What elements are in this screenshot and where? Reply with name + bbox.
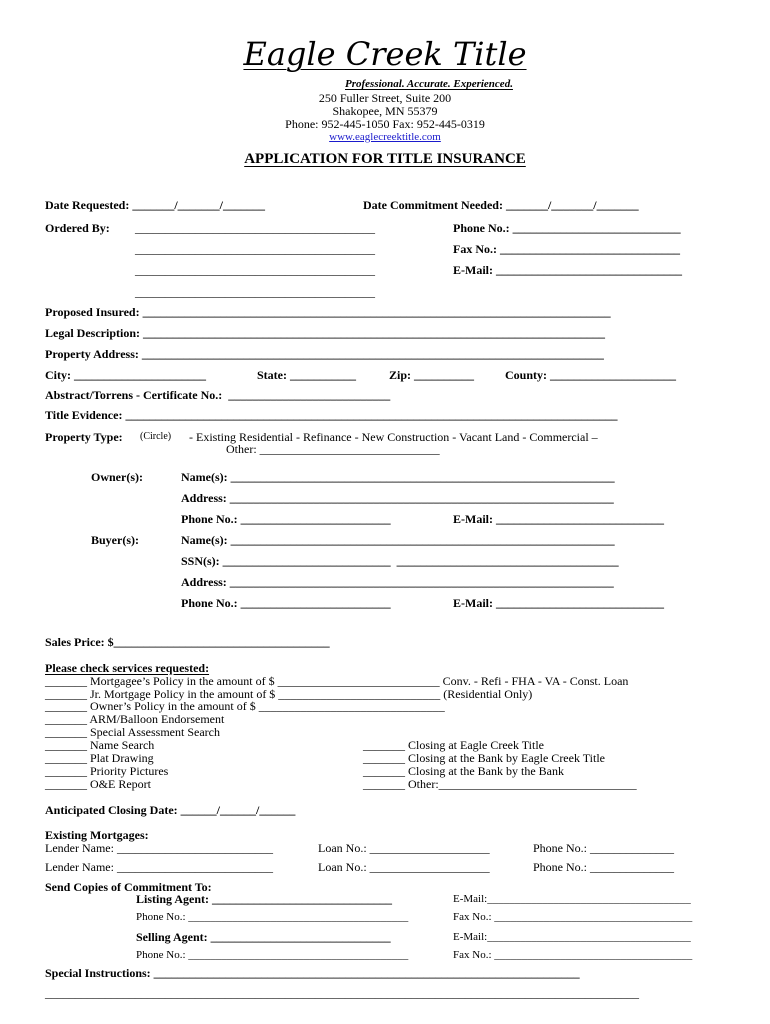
ordered-by-label: Ordered By:: [45, 221, 110, 235]
email-field[interactable]: E-Mail: _______________________________: [453, 263, 682, 277]
service-jr-mortgage-policy[interactable]: _______ Jr. Mortgage Policy in the amount of $ ___________________________ (Residential Only): [45, 687, 533, 701]
selling-agent-email-field[interactable]: E-Mail:_____________________________________: [453, 931, 691, 943]
ordered-by-line-4[interactable]: ________________________________________: [135, 285, 375, 299]
property-type-options[interactable]: - Existing Residential - Refinance - New Construction - Vacant Land - Commercial –: [189, 430, 598, 444]
special-instructions-line-2[interactable]: ___________________________________________________________________________________________________: [45, 986, 639, 1000]
buyer-ssn-field[interactable]: SSN(s): ____________________________ _____________________________________: [181, 554, 619, 568]
property-address-field[interactable]: Property Address: _____________________________________________________________________________: [45, 347, 604, 361]
lender-phone-field-2[interactable]: Phone No.: ______________: [533, 860, 674, 874]
services-heading: Please check services requested:: [45, 661, 210, 675]
buyers-label: Buyer(s):: [91, 533, 139, 547]
website-link[interactable]: www.eaglecreektitle.com: [329, 131, 441, 143]
selling-agent-phone-field[interactable]: Phone No.: ________________________________________: [136, 949, 409, 961]
closing-other[interactable]: _______ Other:_________________________________: [363, 777, 637, 791]
property-type-label: Property Type:: [45, 430, 123, 444]
abstract-torrens-field[interactable]: Abstract/Torrens - Certificate No.: ___________________________: [45, 388, 391, 402]
company-logo: Eagle Creek Title: [243, 35, 527, 73]
lender-name-field-1[interactable]: Lender Name: __________________________: [45, 841, 273, 855]
listing-agent-phone-field[interactable]: Phone No.: ________________________________________: [136, 911, 409, 923]
legal-description-field[interactable]: Legal Description: _____________________________________________________________________________: [45, 326, 605, 340]
ordered-by-line-1[interactable]: ________________________________________: [135, 221, 375, 235]
listing-agent-fax-field[interactable]: Fax No.: ____________________________________: [453, 911, 693, 923]
property-type-circle-note: (Circle): [140, 431, 172, 442]
ordered-by-line-2[interactable]: ________________________________________: [135, 242, 375, 256]
form-title: APPLICATION FOR TITLE INSURANCE: [244, 151, 526, 167]
phone-field[interactable]: Phone No.: ____________________________: [453, 221, 681, 235]
loan-no-field-2[interactable]: Loan No.: ____________________: [318, 860, 490, 874]
send-copies-heading: Send Copies of Commitment To:: [45, 880, 212, 894]
closing-at-bank-by-ect[interactable]: _______ Closing at the Bank by Eagle Creek Title: [363, 751, 605, 765]
date-requested-field[interactable]: Date Requested: _______/_______/_______: [45, 198, 265, 212]
anticipated-closing-field[interactable]: Anticipated Closing Date: ______/______/______: [45, 803, 296, 817]
sales-price-field[interactable]: Sales Price: $____________________________________: [45, 635, 330, 649]
state-field[interactable]: State: ___________: [257, 368, 356, 382]
buyer-name-field[interactable]: Name(s): ________________________________________________________________: [181, 533, 615, 547]
address-line-2: Shakopee, MN 55379: [332, 104, 438, 118]
buyer-email-field[interactable]: E-Mail: ____________________________: [453, 596, 664, 610]
owner-name-field[interactable]: Name(s): ________________________________________________________________: [181, 470, 615, 484]
owner-address-field[interactable]: Address: ________________________________________________________________: [181, 491, 614, 505]
buyer-phone-field[interactable]: Phone No.: _________________________: [181, 596, 391, 610]
address-line-1: 250 Fuller Street, Suite 200: [318, 91, 452, 105]
city-field[interactable]: City: ______________________: [45, 368, 206, 382]
closing-at-eagle-creek[interactable]: _______ Closing at Eagle Creek Title: [363, 738, 544, 752]
owner-email-field[interactable]: E-Mail: ____________________________: [453, 512, 664, 526]
phone-fax: Phone: 952-445-1050 Fax: 952-445-0319: [285, 117, 485, 131]
listing-agent-email-field[interactable]: E-Mail:_____________________________________: [453, 893, 691, 905]
county-field[interactable]: County: _____________________: [505, 368, 677, 382]
service-owners-policy[interactable]: _______ Owner’s Policy in the amount of $ _______________________________: [45, 699, 445, 713]
service-mortgagee-policy[interactable]: _______ Mortgagee’s Policy in the amount of $ ___________________________ Conv. - Refi - FHA - VA - Const. Loan: [45, 674, 629, 688]
title-evidence-field[interactable]: Title Evidence: __________________________________________________________________________________: [45, 408, 618, 422]
selling-agent-field[interactable]: Selling Agent: ______________________________: [136, 930, 391, 944]
service-special-assessment[interactable]: _______ Special Assessment Search: [45, 725, 220, 739]
selling-agent-fax-field[interactable]: Fax No.: ____________________________________: [453, 949, 693, 961]
property-type-other[interactable]: Other: ______________________________: [226, 442, 440, 456]
proposed-insured-field[interactable]: Proposed Insured: ______________________________________________________________________________: [45, 305, 611, 319]
date-commitment-field[interactable]: Date Commitment Needed: _______/_______/_______: [363, 198, 639, 212]
lender-name-field-2[interactable]: Lender Name: __________________________: [45, 860, 273, 874]
service-plat-drawing[interactable]: _______ Plat Drawing: [45, 751, 154, 765]
service-priority-pictures[interactable]: _______ Priority Pictures: [45, 764, 169, 778]
owner-phone-field[interactable]: Phone No.: _________________________: [181, 512, 391, 526]
owners-label: Owner(s):: [91, 470, 143, 484]
service-name-search[interactable]: _______ Name Search: [45, 738, 155, 752]
service-arm-balloon[interactable]: _______ ARM/Balloon Endorsement: [45, 712, 225, 726]
fax-field[interactable]: Fax No.: ______________________________: [453, 242, 680, 256]
service-oe-report[interactable]: _______ O&E Report: [45, 777, 151, 791]
loan-no-field-1[interactable]: Loan No.: ____________________: [318, 841, 490, 855]
listing-agent-field[interactable]: Listing Agent: ______________________________: [136, 892, 393, 906]
existing-mortgages-heading: Existing Mortgages:: [45, 828, 149, 842]
tagline: Professional. Accurate. Experienced.: [345, 78, 513, 90]
lender-phone-field-1[interactable]: Phone No.: ______________: [533, 841, 674, 855]
closing-at-bank-by-bank[interactable]: _______ Closing at the Bank by the Bank: [363, 764, 564, 778]
ordered-by-line-3[interactable]: ________________________________________: [135, 263, 375, 277]
buyer-address-field[interactable]: Address: ________________________________________________________________: [181, 575, 614, 589]
special-instructions-field[interactable]: Special Instructions: _______________________________________________________________________: [45, 966, 580, 980]
zip-field[interactable]: Zip: __________: [389, 368, 475, 382]
